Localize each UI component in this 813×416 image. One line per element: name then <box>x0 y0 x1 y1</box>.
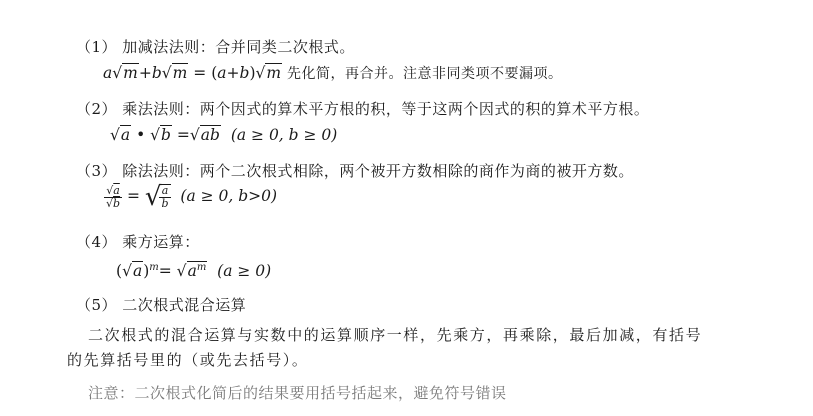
paragraph-line-1: 二次根式的混合运算与实数中的运算顺序一样，先乘方，再乘除，最后加减，有括号 <box>88 326 703 344</box>
rule-2-heading: （2） 乘法法则：两个因式的算术平方根的积，等于这两个因式的积的算术平方根。 <box>76 100 650 118</box>
rule-1-formula: a√m+b√m = (a+b)√m 先化简，再合并。注意非同类项不要漏项。 <box>103 64 563 82</box>
rule-5-heading: （5） 二次根式混合运算 <box>76 296 247 314</box>
rule-4-condition: (a ≥ 0) <box>217 262 272 281</box>
rule-2-formula: √a • √b =√ab (a ≥ 0, b ≥ 0) <box>110 126 338 144</box>
rule-4-heading: （4） 乘方运算： <box>76 233 200 251</box>
rule-4-formula: $(√a)^m= √a^m$ (a ≥ 0) <box>116 262 272 281</box>
rule-3-heading: （3） 除法法则：两个二次根式相除，两个被开方数相除的商作为商的被开方数。 <box>76 162 634 180</box>
paragraph-line-2: 的先算括号里的（或先去括号）。 <box>67 351 309 369</box>
rule-1-explanation: 先化简，再合并。注意非同类项不要漏项。 <box>287 66 563 82</box>
note-text: 注意：二次根式化简后的结果要用括号括起来，避免符号错误 <box>88 384 507 402</box>
rule-3-condition: (a ≥ 0, b>0) <box>180 187 278 205</box>
rule-1-heading: （1） 加减法法则：合并同类二次根式。 <box>76 38 355 56</box>
rule-3-formula: $\frac{√a}{√b}$ = √ $\frac{a}{b}$ (a ≥ 0, b>0) <box>106 182 278 212</box>
rule-2-condition: (a ≥ 0, b ≥ 0) <box>230 126 338 144</box>
